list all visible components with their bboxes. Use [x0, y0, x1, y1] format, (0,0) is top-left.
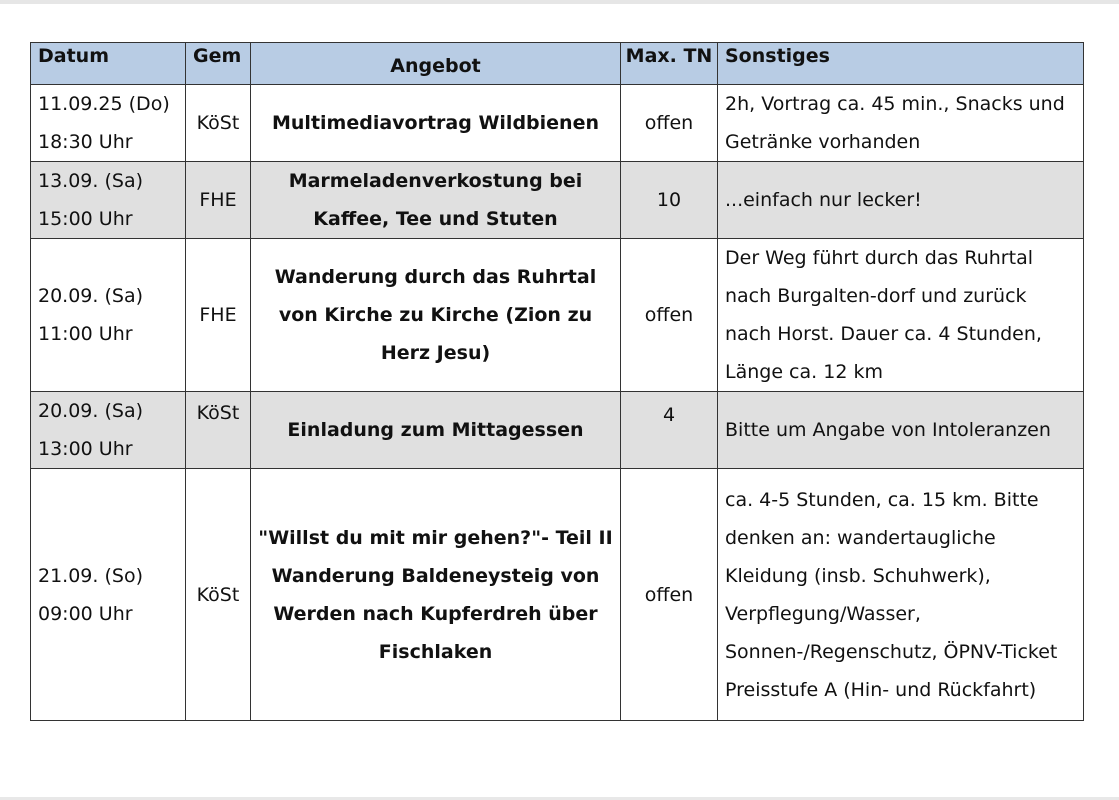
- date-cell: [31, 85, 186, 162]
- misc-cell: ca. 4-5 Stunden, ca. 15 km. Bitte denken an: wandertaugliche Kleidung (insb. Schuhwerk), Verpflegung/Wasser, Sonnen-/Regenschutz, ÖPNV-Ticket Preisstufe A (Hin- und Rückfahrt): [718, 469, 1084, 721]
- date-cell: [31, 162, 186, 239]
- gem-cell: FHE: [186, 239, 251, 392]
- time-text: 18:30 Uhr: [38, 131, 133, 153]
- date-text: 21.09. (So): [38, 564, 143, 587]
- offer-cell: Wanderung durch das Ruhrtal von Kirche zu Kirche (Zion zu Herz Jesu): [251, 239, 621, 392]
- top-edge: [0, 0, 1119, 4]
- offer-cell: Marmeladenverkostung bei Kaffee, Tee und Stuten: [251, 162, 621, 239]
- event-schedule-table: [30, 42, 1084, 721]
- table-row: [31, 392, 1084, 469]
- offer-cell: Einladung zum Mittagessen: [251, 392, 621, 469]
- offer-cell: "Willst du mit mir gehen?"- Teil II Wanderung Baldeneysteig von Werden nach Kupferdreh über Fischlaken: [251, 469, 621, 721]
- time-text: 09:00 Uhr: [38, 602, 133, 625]
- date-text: 20.09. (Sa): [38, 400, 144, 422]
- max-tn-cell: 4: [621, 392, 718, 469]
- max-tn-cell: offen: [621, 239, 718, 392]
- misc-cell: Bitte um Angabe von Intoleranzen: [718, 392, 1084, 469]
- max-tn-cell: offen: [621, 85, 718, 162]
- misc-cell: 2h, Vortrag ca. 45 min., Snacks und Getränke vorhanden: [718, 85, 1084, 162]
- date-cell: [31, 469, 186, 721]
- max-tn-cell: 10: [621, 162, 718, 239]
- gem-cell: KöSt: [186, 392, 251, 469]
- date-cell: [31, 239, 186, 392]
- misc-cell: Der Weg führt durch das Ruhrtal nach Burgalten-dorf und zurück nach Horst. Dauer ca. 4 Stunden, Länge ca. 12 km: [718, 239, 1084, 392]
- date-text: 13.09. (Sa): [38, 170, 144, 192]
- gem-cell: KöSt: [186, 85, 251, 162]
- time-text: 15:00 Uhr: [38, 208, 133, 230]
- header-sonstiges: Sonstiges: [718, 43, 1084, 85]
- date-text: 11.09.25 (Do): [38, 93, 170, 115]
- offer-cell: Multimediavortrag Wildbienen: [251, 85, 621, 162]
- gem-cell: FHE: [186, 162, 251, 239]
- table-row: [31, 85, 1084, 162]
- table-row: [31, 239, 1084, 392]
- table-header-row: [31, 43, 1084, 85]
- date-cell: [31, 392, 186, 469]
- gem-cell: KöSt: [186, 469, 251, 721]
- header-datum: Datum: [31, 43, 186, 85]
- time-text: 13:00 Uhr: [38, 438, 133, 460]
- misc-cell: ...einfach nur lecker!: [718, 162, 1084, 239]
- table-row: [31, 469, 1084, 721]
- header-angebot: Angebot: [251, 43, 621, 85]
- date-text: 20.09. (Sa): [38, 285, 144, 307]
- header-max-tn: Max. TN: [621, 43, 718, 85]
- header-gem: Gem: [186, 43, 251, 85]
- time-text: 11:00 Uhr: [38, 323, 133, 345]
- table-row: [31, 162, 1084, 239]
- max-tn-cell: offen: [621, 469, 718, 721]
